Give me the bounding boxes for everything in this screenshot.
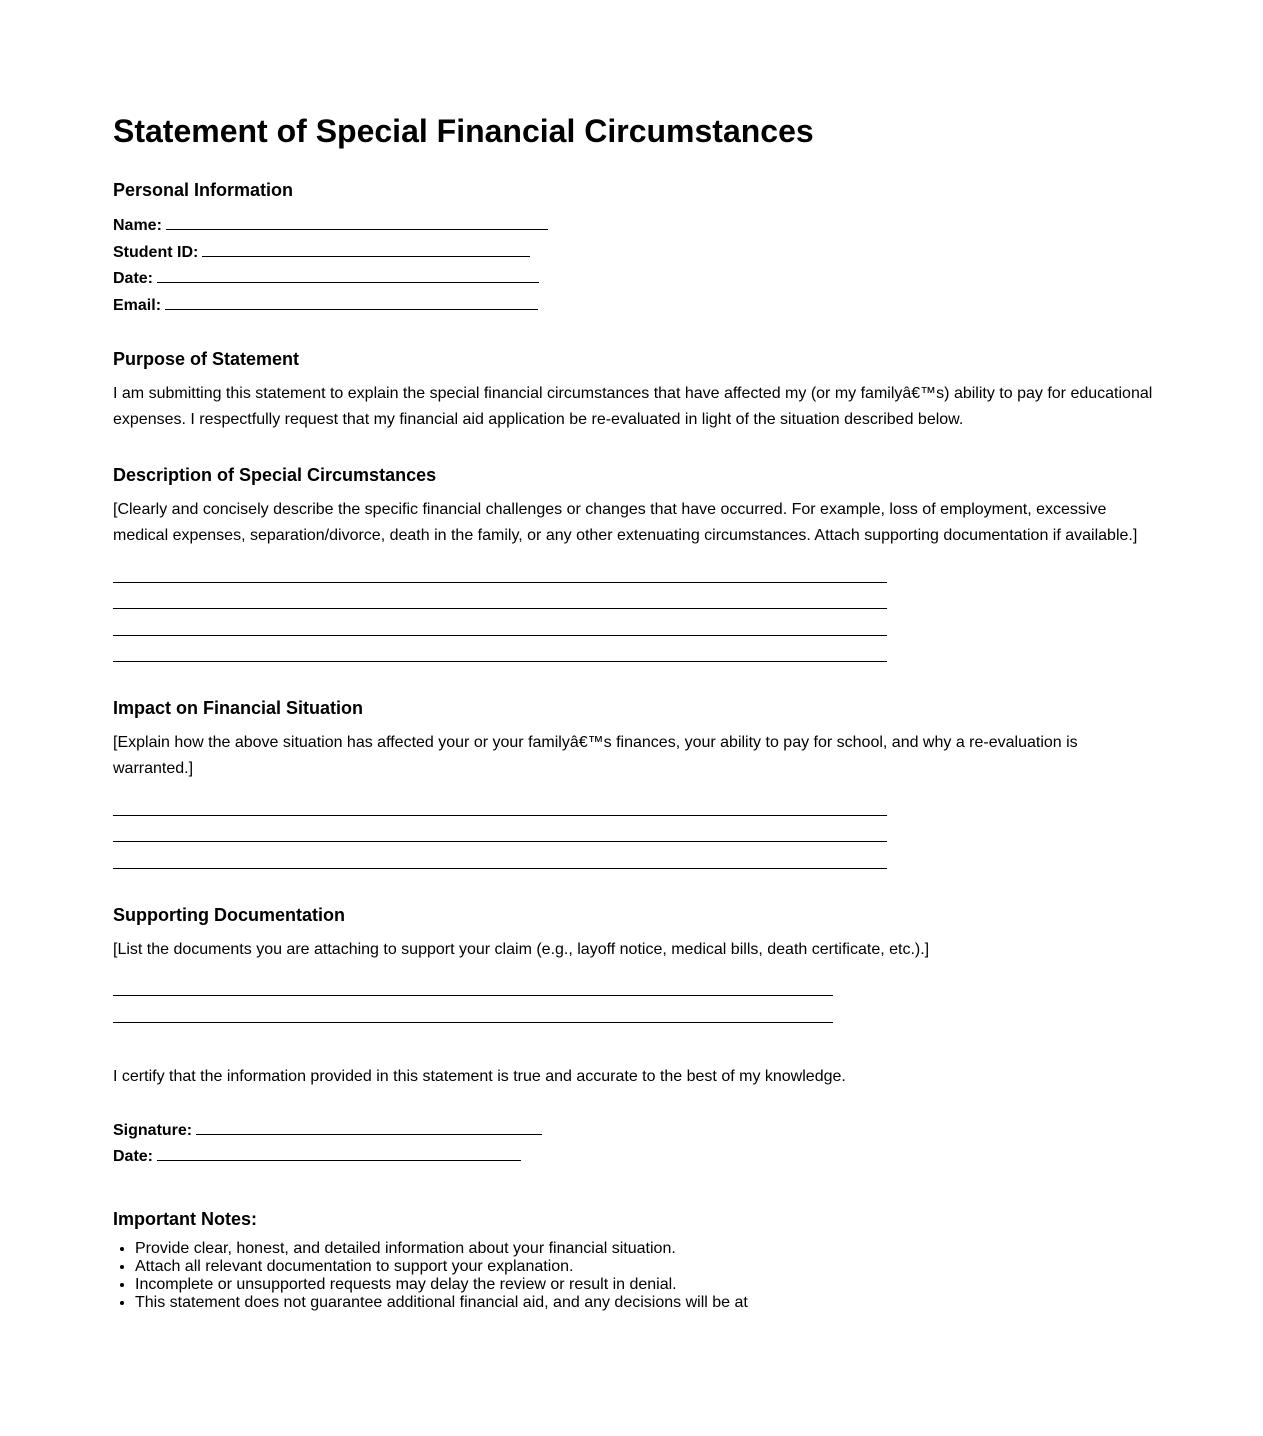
documentation-heading: Supporting Documentation — [113, 905, 345, 925]
signature-blank-line[interactable] — [196, 1120, 542, 1135]
impact-heading: Impact on Financial Situation — [113, 698, 364, 718]
impact-answer-line[interactable] — [113, 815, 887, 816]
description-text: [Clearly and concisely describe the specific financial challenges or changes that have occurred. For example, loss of employment, excessive medical expenses, separation/divorce, death in the family, or any other extenuating circumstances. Attach supporting documentation if available.] — [113, 501, 1138, 544]
signature-label: Signature: — [113, 1122, 193, 1139]
signature-date-blank-line[interactable] — [157, 1146, 521, 1161]
impact-answer-line[interactable] — [113, 868, 887, 869]
student-id-blank-line[interactable] — [202, 242, 530, 257]
email-label: Email: — [113, 297, 162, 314]
signature-date-field[interactable] — [113, 1146, 521, 1167]
list-item: • This statement does not guarantee additional financial aid, and any decisions will be at — [135, 1294, 1135, 1312]
signature-date-label: Date: — [113, 1148, 154, 1165]
notes-heading: Important Notes: — [113, 1209, 257, 1229]
notes-list — [113, 1240, 1135, 1312]
email-field[interactable] — [113, 295, 538, 316]
description-answer-line[interactable] — [113, 635, 887, 636]
documentation-answer-line[interactable] — [113, 995, 833, 996]
email-blank-line[interactable] — [165, 295, 538, 310]
list-item: • Incomplete or unsupported requests may delay the review or result in denial. — [135, 1276, 1135, 1294]
student-id-label: Student ID: — [113, 244, 199, 261]
purpose-text: I am submitting this statement to explain the special financial circumstances that have affected my (or my familyâ€™s) ability to pay for educational expenses. I respectfully request that my financial aid application be re-evaluated in light of the situation described below. — [113, 385, 1153, 428]
documentation-text: [List the documents you are attaching to support your claim (e.g., layoff notice, medical bills, death certificate, etc.).] — [113, 941, 930, 958]
description-answer-line[interactable] — [113, 582, 887, 583]
date-field[interactable] — [113, 268, 539, 289]
documentation-answer-line[interactable] — [113, 1022, 833, 1023]
purpose-heading: Purpose of Statement — [113, 349, 300, 369]
signature-field[interactable] — [113, 1120, 542, 1141]
description-answer-line[interactable] — [113, 661, 887, 662]
date-label: Date: — [113, 270, 154, 287]
name-field[interactable] — [113, 215, 548, 236]
student-id-field[interactable] — [113, 242, 530, 263]
personal-info-heading: Personal Information — [113, 180, 294, 200]
name-blank-line[interactable] — [166, 215, 548, 230]
impact-answer-line[interactable] — [113, 841, 887, 842]
page-title: Statement of Special Financial Circumstances — [113, 113, 814, 149]
list-item: • Provide clear, honest, and detailed information about your financial situation. — [135, 1240, 1135, 1258]
impact-text: [Explain how the above situation has affected your or your familyâ€™s finances, your ability to pay for school, and why a re-evaluation is warranted.] — [113, 734, 1078, 777]
description-heading: Description of Special Circumstances — [113, 465, 437, 485]
name-label: Name: — [113, 217, 162, 234]
document-page — [113, 0, 1153, 1311]
description-answer-line[interactable] — [113, 608, 887, 609]
certification-text: I certify that the information provided in this statement is true and accurate to the best of my knowledge. — [113, 1068, 846, 1085]
date-blank-line[interactable] — [157, 268, 539, 283]
list-item: • Attach all relevant documentation to support your explanation. — [135, 1258, 1135, 1276]
